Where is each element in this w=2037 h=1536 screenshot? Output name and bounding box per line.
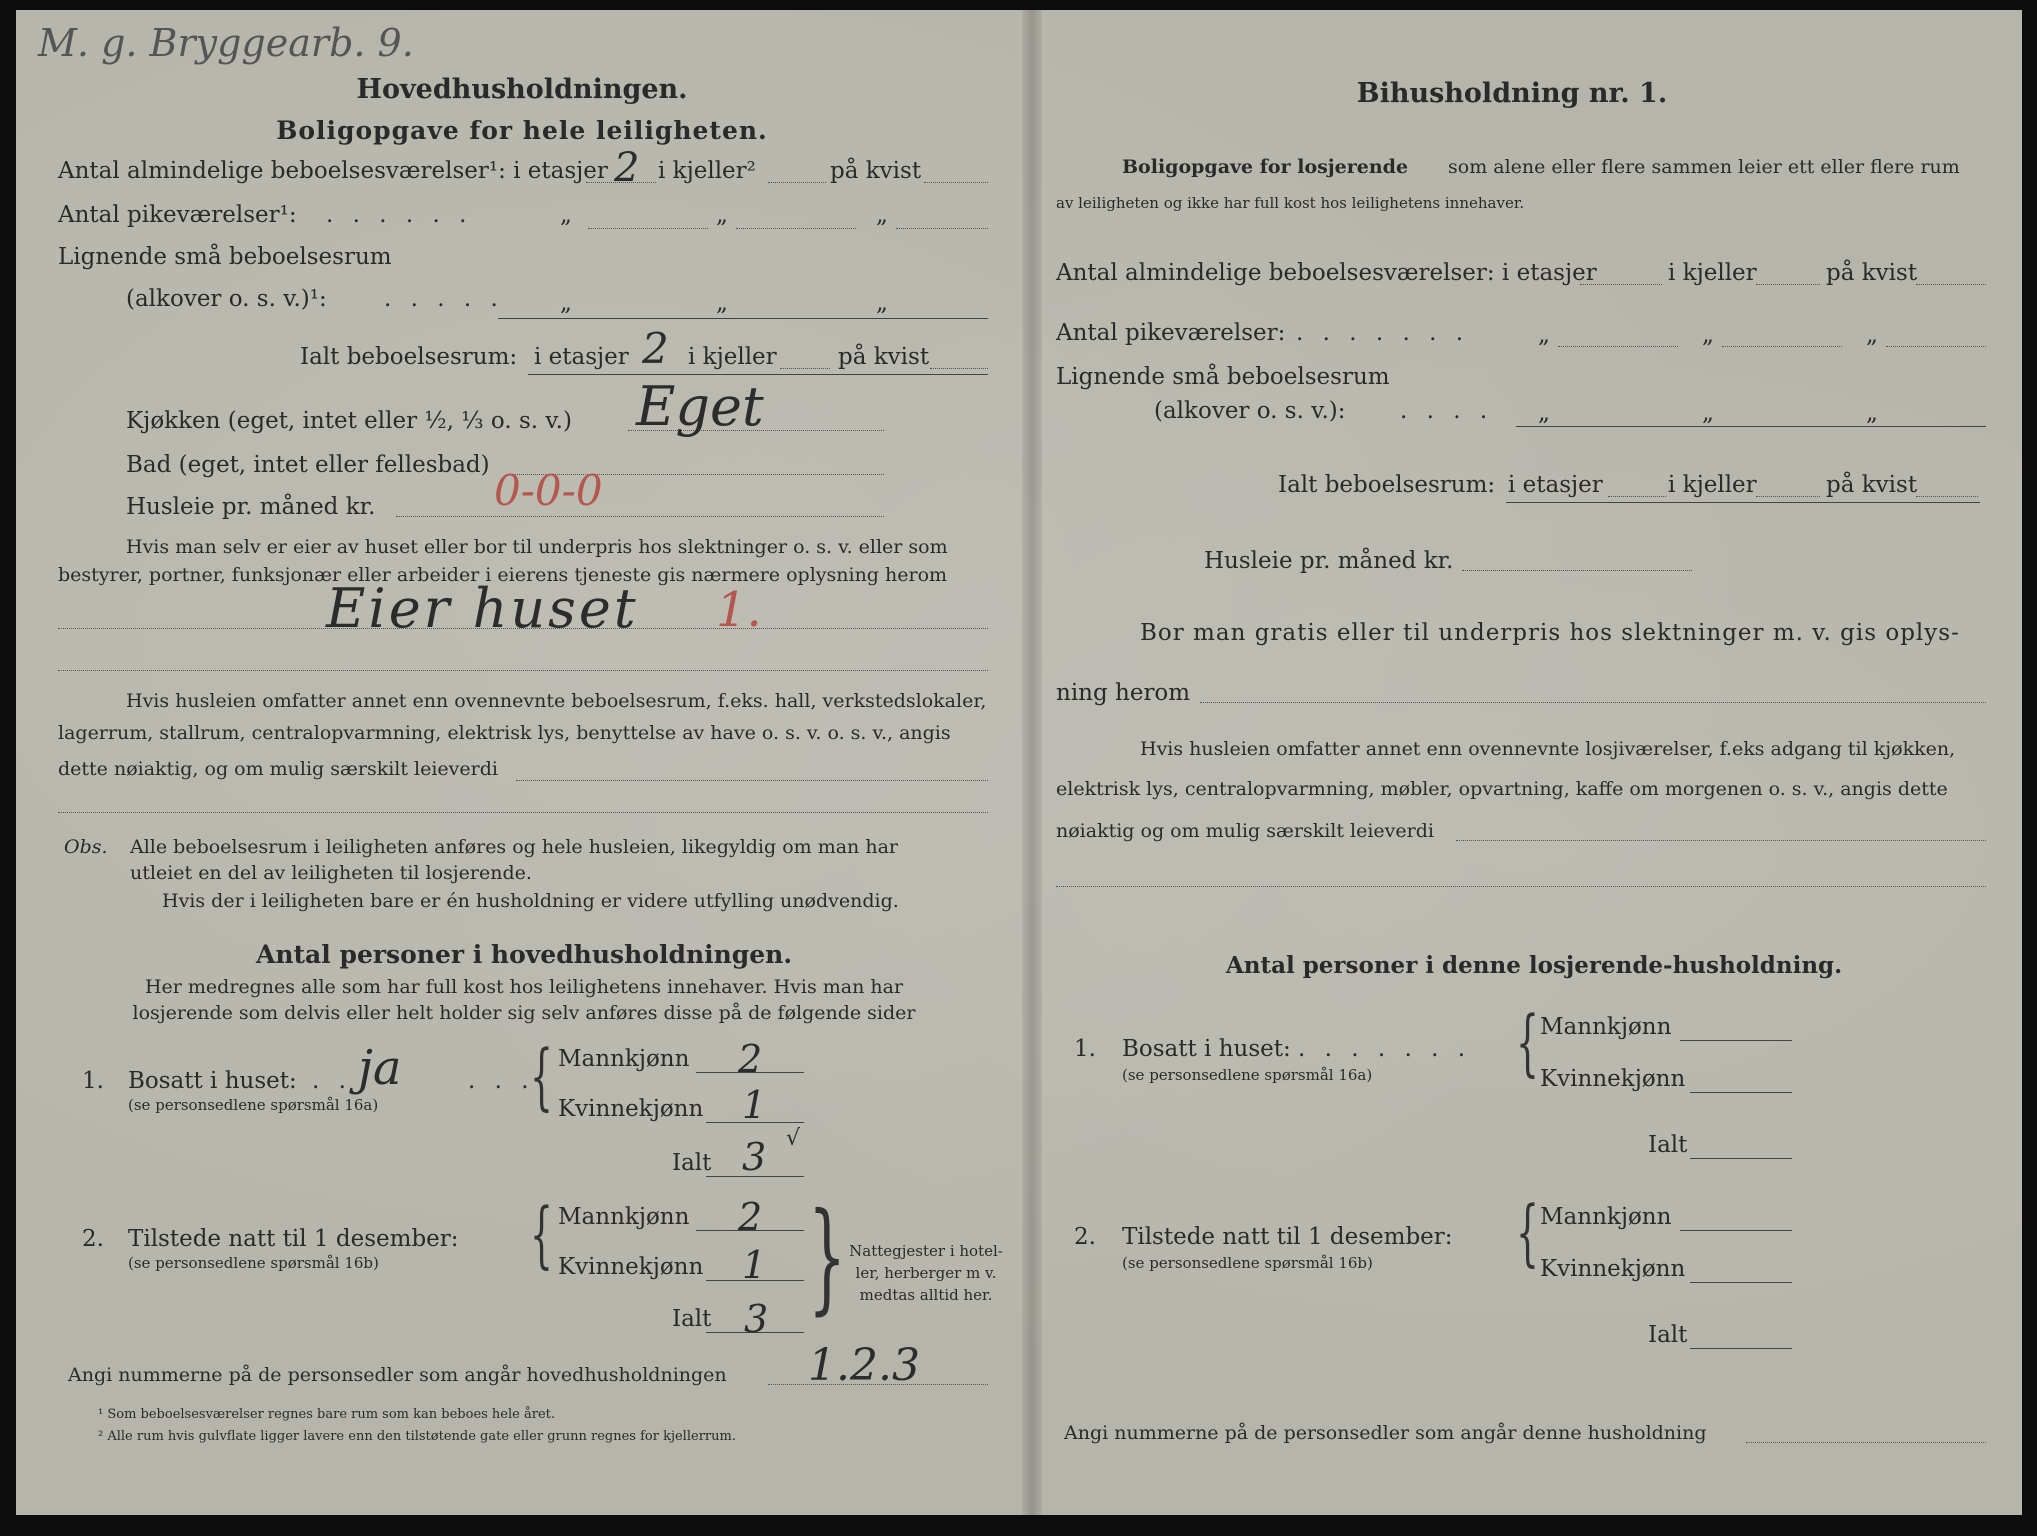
ialt-rooms-label: Ialt beboelsesrum: <box>300 344 518 370</box>
r-q1-label: Bosatt i huset: <box>1122 1036 1291 1062</box>
r-q1-kvinne-label: Kvinnekjønn <box>1540 1066 1686 1092</box>
guests-note-3: medtas alltid her. <box>859 1286 993 1304</box>
r-alkover-label: (alkover o. s. v.): <box>1154 398 1346 424</box>
ditto-mark: „ <box>1538 322 1550 348</box>
lignende-label: Lignende små beboelsesrum <box>58 244 392 270</box>
hw-b-check: √ <box>786 1126 801 1151</box>
ditto-mark: „ <box>1866 322 1878 348</box>
husleie-line <box>396 516 884 517</box>
r-pike-line-1 <box>1558 346 1678 347</box>
q2-kvinne-label: Kvinnekjønn <box>558 1254 704 1280</box>
q1-ialt-label: Ialt <box>672 1150 712 1176</box>
r-q1-ialt-line <box>1690 1158 1792 1159</box>
r-angi-label: Angi nummerne på de personsedler som angår denne husholdning <box>1064 1422 1707 1444</box>
r-q2-mann-line <box>1680 1230 1792 1231</box>
right-title: Bihusholdning nr. 1. <box>1356 78 1668 109</box>
persons-intro-2: losjerende som delvis eller helt holder sig selv anføres disse på de følgende sider <box>132 1002 916 1024</box>
r-q1-dots: . . . . . . . <box>1298 1036 1472 1062</box>
ditto-mark: „ <box>876 290 888 316</box>
right-intro-bold: Boligopgave for losjerende <box>1122 156 1409 178</box>
ditto-mark: „ <box>1538 400 1550 426</box>
husleie-para-line-2 <box>58 812 988 813</box>
husleie-para-3: dette nøiaktig, og om mulig særskilt leieverdi <box>58 758 498 780</box>
eier-line-1: Hvis man selv er eier av huset eller bor til underpris hos slektninger o. s. v. eller som <box>126 536 948 558</box>
alkover-underline <box>498 318 988 319</box>
q2-brace: { <box>530 1192 553 1276</box>
pike-line-3 <box>896 228 988 229</box>
census-form-sheet: M. g. Bryggearb. 9. Hovedhusholdningen. Boligopgave for hele leiligheten. Antal almindelige beboelsesværelser¹: i etasjer 2 i kjeller² på kvist Antal pikeværelser¹: . . . . . . „ „ „ Lignende små beboelsesrum (alkover o. s. v.)¹: . . . . . „ „ „ Ialt beboelsesrum: i etasjer 2 i kjeller på kvist Kjøkken (eget, intet eller ½, ⅓ o. s. v.) Eget Bad (eget, intet eller fellesbad) Husleie pr. måned kr. 0-0-0 Hvis man selv er eier av huset eller bor til underpris hos slektninger o. s. v. eller som bestyrer, portner, funksjonær eller arbeider i eierens tjeneste gis nærmere oplysning herom Eier huset 1. Hvis husleien omfatter annet enn ovennevnte beboelsesrum, f.eks. hall, verkstedslokaler, lagerrum, stallrum, centralopvarmning, elektrisk lys, benyttelse av have o. s. v. o. s. v., angis dette nøiaktig, og om mulig særskilt leieverdi Obs. Alle beboelsesrum i leiligheten anføres og hele husleien, likegyldig om man har utleiet en del av leiligheten til losjerende. Hvis der i leiligheten bare er én husholdning er videre utfylling unødvendig. Antal personer i hovedhusholdningen. Her medregnes alle som har full kost hos leilighetens innehaver. Hvis man har losjerende som delvis eller helt holder sig selv anføres disse på de følgende sider 1. Bosatt i huset: . . ja . . . (se personsedlene spørsmål 16a) { Mannkjønn 2 Kvinnekjønn 1 Ialt 3 √ 2. Tilstede natt til 1 desember: (se personsedlene spørsmål 16b) { Mannkjønn 2 Kvinnekjønn 1 Ialt 3 } Nattegjester i hotel- ler, herberger m v. medtas alltid her. Angi nummerne på de personsedler som angår hovedhusholdningen 1.2.3 ¹ Som beboelsesværelser regnes bare rum som kan beboes hele året. ² Alle rum hvis gulvflate ligger lavere enn den tilstøtende gate eller grunn regnes for kjellerrum. Bihusholdning nr. 1. Boligopgave for losjerende som alene eller flere sammen leier ett eller flere rum av leiligheten og ikke har full kost hos leilighetens innehaver. Antal almindelige beboelsesværelser: i etasjer i kjeller på kvist Antal pikeværelser: . . . . . . . „ „ „ Lignende små beboelsesrum (alkover o. s. v.): . . . . „ „ „ Ialt beboelsesrum: i etasjer i kjeller på kvist Husleie pr. måned kr. Bor man gratis eller til underpris hos slektninger m. v. gis oplys- ning herom Hvis husleien omfatter annet enn ovennevnte losjiværelser, f.eks adgang til kjøkken, elektrisk lys, centralopvarmning, møbler, opvartning, kaffe om morgenen o. s. v., angis dette nøiaktig og om mulig særskilt leieverdi Antal personer i denne losjerende-husholdning. 1. Bosatt i huset: . . . . . . . (se personsedlene spørsmål 16a) { Mannkjønn Kvinnekjønn Ialt 2. Tilstede natt til 1 desember: (se personsedlene spørsmål 16b) { Mannkjønn Kvinnekjønn Ialt Angi nummerne på de personsedler som angår denne husholdning <box>16 10 2022 1515</box>
ialt-kvist-line <box>930 368 988 369</box>
alkover-label: (alkover o. s. v.)¹: <box>126 286 327 312</box>
ditto-mark: „ <box>716 202 728 228</box>
ditto-mark: „ <box>716 290 728 316</box>
r-q2-ialt-label: Ialt <box>1648 1322 1688 1348</box>
r-pike-dots: . . . . . . . <box>1296 320 1470 346</box>
eier-line-b <box>58 670 988 671</box>
obs-label: Obs. <box>64 836 108 858</box>
q1-brace: { <box>530 1034 553 1118</box>
q2-right-brace: } <box>808 1188 847 1327</box>
r-husleie-label: Husleie pr. måned kr. <box>1204 548 1454 574</box>
eier-line-2: bestyrer, portner, funksjonær eller arbeider i eierens tjeneste gis nærmere oplysning herom <box>58 564 948 586</box>
hw-b-ialt: 3 <box>742 1135 767 1179</box>
pike-line-1 <box>588 228 708 229</box>
r-alkover-dots: . . . . <box>1400 398 1494 424</box>
r-para-line <box>1456 840 1986 841</box>
obs-line-2: utleiet en del av leiligheten til losjerende. <box>130 862 532 884</box>
q2-mann-label: Mannkjønn <box>558 1204 690 1230</box>
r-angi-line <box>1746 1442 1986 1443</box>
r-rooms-label: Antal almindelige beboelsesværelser: i etasjer <box>1056 260 1597 286</box>
r-ialt-etasjer: i etasjer <box>1508 472 1603 498</box>
r-persons-title: Antal personer i denne losjerende-husholdning. <box>1225 952 1843 979</box>
q1-number: 1. <box>82 1068 104 1094</box>
kjeller-line <box>768 182 826 183</box>
ditto-mark: „ <box>1702 322 1714 348</box>
r-ialt-kvist-line <box>1916 496 1978 497</box>
ditto-mark: „ <box>1702 400 1714 426</box>
ialt-kvist-label: på kvist <box>838 344 930 370</box>
persons-intro-1: Her medregnes alle som har full kost hos leilighetens innehaver. Hvis man har <box>144 976 904 998</box>
r-lignende-label: Lignende små beboelsesrum <box>1056 364 1390 390</box>
husleie-label: Husleie pr. måned kr. <box>126 494 376 520</box>
bad-label: Bad (eget, intet eller fellesbad) <box>126 452 490 478</box>
r-q2-brace: { <box>1516 1190 1539 1274</box>
r-q2-label: Tilstede natt til 1 desember: <box>1122 1224 1453 1250</box>
ditto-mark: „ <box>560 290 572 316</box>
ialt-etasjer-label: i etasjer <box>534 344 629 370</box>
rooms-label: Antal almindelige beboelsesværelser¹: i etasjer <box>58 158 608 184</box>
r-ialt-kjeller-line <box>1756 496 1820 497</box>
r-para-3: nøiaktig og om mulig særskilt leieverdi <box>1056 820 1434 842</box>
kvist-label: på kvist <box>830 158 922 184</box>
obs-line-1: Alle beboelsesrum i leiligheten anføres og hele husleien, likegyldig om man har <box>130 836 898 858</box>
q2-label: Tilstede natt til 1 desember: <box>128 1226 459 1252</box>
hw-nummerne: 1.2.3 <box>808 1340 920 1391</box>
footnote-1: ¹ Som beboelsesværelser regnes bare rum som kan beboes hele året. <box>98 1407 555 1422</box>
ditto-mark: „ <box>1866 400 1878 426</box>
r-bor-line <box>1200 702 1986 703</box>
r-q1-brace: { <box>1516 1000 1539 1084</box>
r-q1-kvinne-line <box>1690 1092 1792 1093</box>
kjeller-label: i kjeller² <box>658 158 756 184</box>
hw-t-kvinne: 1 <box>742 1243 767 1287</box>
left-title: Hovedhusholdningen. <box>356 74 688 105</box>
r-alkover-underline <box>1516 426 1986 427</box>
ditto-mark: „ <box>560 202 572 228</box>
hw-b-mann: 2 <box>738 1037 763 1081</box>
r-ialt-kvist: på kvist <box>1826 472 1918 498</box>
angi-label: Angi nummerne på de personsedler som angår hovedhusholdningen <box>68 1364 727 1386</box>
hw-b-kvinne: 1 <box>742 1083 767 1127</box>
r-bor-line-1: Bor man gratis eller til underpris hos slektninger m. v. gis oplys- <box>1140 620 1960 646</box>
q1-mann-label: Mannkjønn <box>558 1046 690 1072</box>
r-q2-hint: (se personsedlene spørsmål 16b) <box>1122 1254 1373 1272</box>
r-ialt-kjeller: i kjeller <box>1668 472 1757 498</box>
pike-line-2 <box>736 228 856 229</box>
corner-note: M. g. Bryggearb. 9. <box>38 21 414 65</box>
r-q2-number: 2. <box>1074 1224 1096 1250</box>
hw-kjokken: Eget <box>636 375 764 438</box>
ialt-kjeller-line <box>780 368 830 369</box>
r-ialt-etasjer-line <box>1608 496 1666 497</box>
r-para-2: elektrisk lys, centralopvarmning, møbler, opvartning, kaffe om morgenen o. s. v., angis dette <box>1056 778 1948 800</box>
right-intro-line-2: av leiligheten og ikke har full kost hos leilighetens innehaver. <box>1056 194 1525 212</box>
hw-etasjer: 2 <box>614 145 640 191</box>
q1-label: Bosatt i huset: <box>128 1068 297 1094</box>
guests-note-1: Nattegjester i hotel- <box>849 1242 1003 1260</box>
husleie-para-2: lagerrum, stallrum, centralopvarmning, elektrisk lys, benyttelse av have o. s. v. o. s. v., angis <box>58 722 951 744</box>
r-q1-number: 1. <box>1074 1036 1096 1062</box>
r-q2-ialt-line <box>1690 1348 1792 1349</box>
hw-ialt-etasjer: 2 <box>642 324 669 373</box>
r-para-line-2 <box>1056 886 1986 887</box>
eier-line-a <box>58 628 988 629</box>
pike-dots: . . . . . . <box>326 202 473 228</box>
r-q1-mann-label: Mannkjønn <box>1540 1014 1672 1040</box>
r-q1-ialt-label: Ialt <box>1648 1132 1688 1158</box>
r-q1-mann-line <box>1680 1040 1792 1041</box>
left-subtitle: Boligopgave for hele leiligheten. <box>276 116 768 145</box>
persons-title: Antal personer i hovedhusholdningen. <box>255 940 793 969</box>
r-para-1: Hvis husleien omfatter annet enn ovennevnte losjiværelser, f.eks adgang til kjøkken, <box>1140 738 1956 760</box>
page-fold <box>1022 10 1042 1515</box>
r-husleie-line <box>1462 570 1692 571</box>
obs-line-3: Hvis der i leiligheten bare er én husholdning er videre utfylling unødvendig. <box>162 890 899 912</box>
hw-husleie: 0-0-0 <box>494 466 603 515</box>
r-ialt-label: Ialt beboelsesrum: <box>1278 472 1496 498</box>
r-pike-line-3 <box>1886 346 1986 347</box>
kjokken-label: Kjøkken (eget, intet eller ½, ⅓ o. s. v.) <box>126 408 572 434</box>
q2-ialt-label: Ialt <box>672 1306 712 1332</box>
r-ialt-underline <box>1506 502 1980 503</box>
ditto-mark: „ <box>876 202 888 228</box>
q2-hint: (se personsedlene spørsmål 16b) <box>128 1254 379 1272</box>
r-kvist-line <box>1916 284 1986 285</box>
pike-label: Antal pikeværelser¹: <box>58 202 297 228</box>
right-intro-rest: som alene eller flere sammen leier ett eller flere rum <box>1448 156 1960 178</box>
r-etasjer-line <box>1580 284 1662 285</box>
ialt-kjeller-label: i kjeller <box>688 344 777 370</box>
r-kjeller-label: i kjeller <box>1668 260 1757 286</box>
r-pike-line-2 <box>1722 346 1842 347</box>
alkover-dots: . . . . . <box>384 286 504 312</box>
husleie-para-line <box>516 780 988 781</box>
husleie-para-1: Hvis husleien omfatter annet enn ovennevnte beboelsesrum, f.eks. hall, verkstedslokaler, <box>126 690 987 712</box>
q2-number: 2. <box>82 1226 104 1252</box>
hw-eier-red: 1. <box>716 582 762 638</box>
hw-t-mann: 2 <box>738 1195 763 1239</box>
r-q2-kvinne-line <box>1690 1282 1792 1283</box>
hw-t-ialt: 3 <box>744 1297 769 1341</box>
r-kvist-label: på kvist <box>1826 260 1918 286</box>
hw-eier: Eier huset <box>326 577 639 640</box>
r-bor-line-2: ning herom <box>1056 680 1191 706</box>
kvist-line <box>924 182 988 183</box>
r-q1-hint: (se personsedlene spørsmål 16a) <box>1122 1066 1373 1084</box>
r-q2-kvinne-label: Kvinnekjønn <box>1540 1256 1686 1282</box>
q1-hint: (se personsedlene spørsmål 16a) <box>128 1096 379 1114</box>
guests-note-2: ler, herberger m v. <box>855 1264 997 1282</box>
r-q2-mann-label: Mannkjønn <box>1540 1204 1672 1230</box>
q1-kvinne-label: Kvinnekjønn <box>558 1096 704 1122</box>
r-kjeller-line <box>1756 284 1820 285</box>
r-pike-label: Antal pikeværelser: <box>1056 320 1286 346</box>
hw-bosatt: ja <box>358 1040 402 1096</box>
footnote-2: ² Alle rum hvis gulvflate ligger lavere enn den tilstøtende gate eller grunn regnes for kjellerrum. <box>98 1429 736 1444</box>
